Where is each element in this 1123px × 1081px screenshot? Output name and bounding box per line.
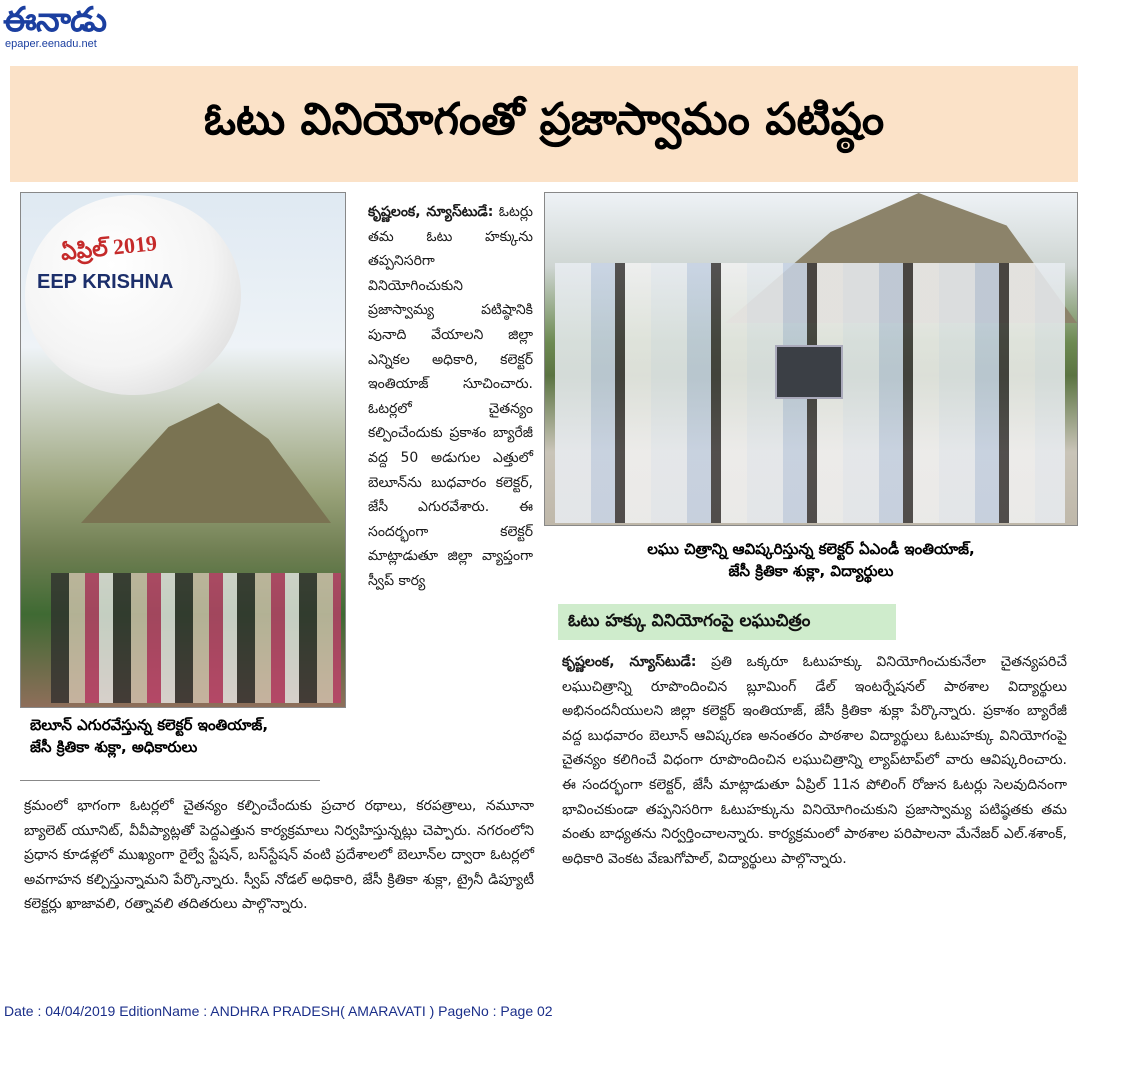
article2-subhead-band [558, 604, 896, 640]
balloon-photo [20, 192, 346, 708]
eenadu-logo [3, 2, 143, 52]
article2-body [562, 650, 1067, 871]
headline-band [10, 66, 1078, 182]
students-photo-caption [556, 538, 1066, 582]
article2-dateline: కృష్ణలంక, న్యూస్‌టుడే: [562, 654, 697, 670]
article2-text: ప్రతి ఒక్కరూ ఓటుహక్కు వినియోగించుకునేలా చైతన్యపరిచే లఘుచిత్రాన్ని రూపొందించిన బ్లూమింగ్ డేల్ ఇంటర్నేషనల్ పాఠశాల విద్యార్థులు అభినందనీయులని జిల్లా కలెక్టర్ ఇంతియాజ్, జేసీ క్రితికా శుక్లా పేర్కొన్నారు. ప్రకాశం బ్యారేజీ వద్ద బుధవారం బెలూన్ ఆవిష్కరణ అనంతరం పాఠశాల విద్యార్థులు ఓటుహక్కు వినియోగంపై చైతన్యం కలిగించే విధంగా రూపొందించిన లఘుచిత్రాన్ని ల్యాప్‌టాప్‌లో వారు ఆవిష్కరించారు. ఈ సందర్భంగా కలెక్టర్, జేసీ మాట్లాడుతూ ఏప్రిల్ 11న పోలింగ్ రోజున ఓటర్లు సెలవుదినంగా భావించకుండా తప్పనిసరిగా ఓటుహక్కును వినియోగించుకుని ప్రజాస్వామ్య పటిష్ఠతకు తమ వంతు బాధ్యతను నిర్వర్తించాలన్నారు. కార్యక్రమంలో పాఠశాల పరిపాలనా మేనేజర్ ఎల్.శశాంక్, అధికారి వెంకట వేణుగోపాల్, విద్యార్థులు పాల్గొన్నారు. [562, 654, 1068, 867]
students-photo [544, 192, 1078, 526]
site-url: epaper.eenadu.net [5, 38, 97, 50]
balloon-photo-caption [30, 714, 340, 758]
laptop [775, 345, 843, 399]
hill [81, 403, 331, 523]
caption-line: జేసీ క్రితికా శుక్లా, అధికారులు [30, 738, 198, 756]
balloon [25, 195, 241, 395]
caption-line: లఘు చిత్రాన్ని ఆవిష్కరిస్తున్న కలెక్టర్ ఏఎండీ ఇంతియాజ్, [647, 540, 975, 558]
article1-column [368, 200, 533, 594]
caption-line: జేసీ క్రితికా శుక్లా, విద్యార్థులు [728, 562, 894, 580]
headline: ఓటు వినియోగంతో ప్రజాస్వామం పటిష్ఠం [203, 94, 885, 145]
article2-subhead: ఓటు హక్కు వినియోగంపై లఘుచిత్రం [568, 611, 811, 631]
divider [20, 780, 320, 781]
edition-footer: Date : 04/04/2019 EditionName : ANDHRA PRADESH( AMARAVATI ) PageNo : Page 02 [4, 1003, 553, 1019]
officials-group [51, 573, 341, 703]
article1-dateline: కృష్ణలంక, న్యూస్‌టుడే: [368, 204, 494, 220]
balloon-date-text: ఏప్రిల్ 2019 [59, 230, 159, 265]
balloon-sveep-text: EEP KRISHNA [37, 271, 174, 293]
article1-text: ఓటర్లు తమ ఓటు హక్కును తప్పనిసరిగా వినియోగించుకుని ప్రజాస్వామ్య పటిష్ఠానికి పునాది వేయాలని జిల్లా ఎన్నికల అధికారి, కలెక్టర్ ఇంతియాజ్ సూచించారు. ఓటర్లలో చైతన్యం కల్పించేందుకు ప్రకాశం బ్యారేజీ వద్ద 50 అడుగుల ఎత్తులో బెలూన్‌ను బుధవారం కలెక్టర్, జేసీ ఎగురవేశారు. ఈ సందర్భంగా కలెక్టర్ మాట్లాడుతూ జిల్లా వ్యాప్తంగా స్వీప్ కార్య [368, 204, 533, 589]
article1-continued: క్రమంలో భాగంగా ఓటర్లలో చైతన్యం కల్పించేందుకు ప్రచార రథాలు, కరపత్రాలు, నమూనా బ్యాలెట్ యూనిట్, వీవీప్యాట్లతో పెద్దఎత్తున కార్యక్రమాలు నిర్వహిస్తున్నట్లు చెప్పారు. నగరంలోని ప్రధాన కూడళ్లలో ముఖ్యంగా రైల్వే స్టేషన్, బస్‌స్టేషన్ వంటి ప్రదేశాలలో బెలూన్‌ల ద్వారా ఓటర్లలో అవగాహన కల్పిస్తున్నామని పేర్కొన్నారు. స్వీప్ నోడల్ అధికారి, జేసీ క్రితికా శుక్లా, ట్రైనీ డిప్యూటీ కలెక్టర్లు ఖాజావలి, రత్నావలి తదితరులు పాల్గొన్నారు. [24, 798, 534, 913]
caption-line: బెలూన్ ఎగురవేస్తున్న కలెక్టర్ ఇంతియాజ్, [30, 716, 269, 734]
logo-wordmark: ఈనాడు [3, 0, 107, 40]
